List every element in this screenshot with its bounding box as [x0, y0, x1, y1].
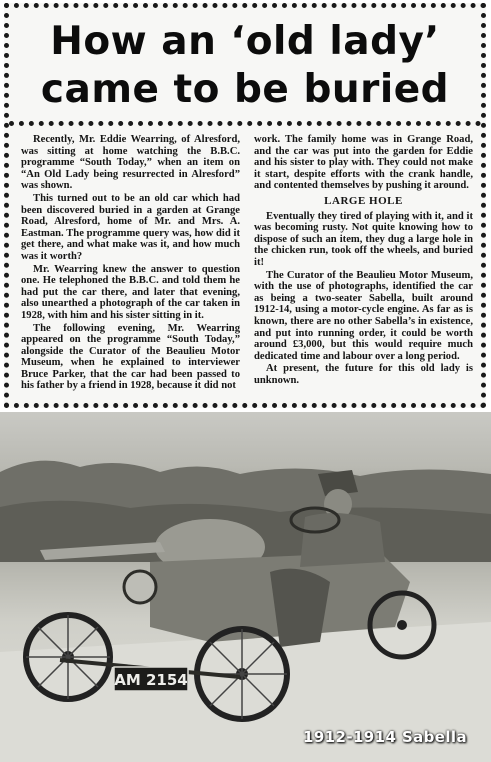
- paragraph: At present, the future for this old lady is unknown.: [254, 363, 473, 386]
- paragraph: Eventually they tired of playing with it, and it was becoming rusty. Not quite knowing how to dispose of such an item, they dug a large hole in the chicken run, took off the wheels, and buried it!: [254, 210, 473, 268]
- front-wheel: [26, 615, 110, 699]
- article-column-left: [21, 134, 240, 400]
- headline-line-1: How an ‘old lady’: [50, 19, 440, 64]
- newspaper-clipping: [4, 3, 486, 408]
- paragraph: The Curator of the Beaulieu Motor Museum, with the use of photographs, identified the car as being a two-seater Sabella, built around 1912-14, using a motor-cycle engine. As far as is known, there are no other Sabella’s in existence, and put into running order, it could be worth around £3,000, but this would require much dedicated time and labour over a long period.: [254, 269, 473, 362]
- article-column-right: [254, 134, 473, 400]
- subheading: LARGE HOLE: [324, 194, 403, 207]
- paragraph: Mr. Wearring knew the answer to question one. He telephoned the B.B.C. and told them he had put the car there, and later that evening, also unearthed a photograph of the car taken in 1928, with him and his sister sitting in it.: [21, 263, 240, 321]
- headline-line-2: came to be buried: [40, 67, 450, 112]
- paragraph: This turned out to be an old car which had been discovered buried in a garden at Grange Road, Alresford, home of Mr. and Mrs. A. Eastman. The programme query was, how did it get there, and what make was it, and how much was it worth?: [21, 192, 240, 262]
- paragraph: work. The family home was in Grange Road, and the car was put into the garden for Eddie and his sister to play with. They could not make it start, despite efforts with the crank handle, and contented themselves by pushing it around.: [254, 134, 473, 192]
- article-body: [21, 134, 473, 400]
- photo-caption: 1912-1914 Sabella: [303, 728, 467, 746]
- headlamp: [124, 571, 156, 603]
- car-photograph: [0, 412, 491, 762]
- sabella-car-illustration: [0, 412, 491, 762]
- headline: [9, 18, 481, 114]
- rear-mudguard: [270, 569, 330, 647]
- number-plate-text: AM 2154: [114, 671, 188, 689]
- headline-divider: [9, 121, 481, 126]
- paragraph: Recently, Mr. Eddie Wearring, of Alresford, was sitting at home watching the B.B.C. programme “South Today,” when an item on “An Old Lady being resurrected in Alresford” was shown.: [21, 134, 240, 192]
- driver-coat: [300, 513, 385, 567]
- paragraph: The following evening, Mr. Wearring appeared on the programme “South Today,” alongside the Curator of the Beaulieu Motor Museum, when he explained to interviewer Bruce Parker, that the car had been passed to his father by a friend in 1928, because it did not: [21, 322, 240, 392]
